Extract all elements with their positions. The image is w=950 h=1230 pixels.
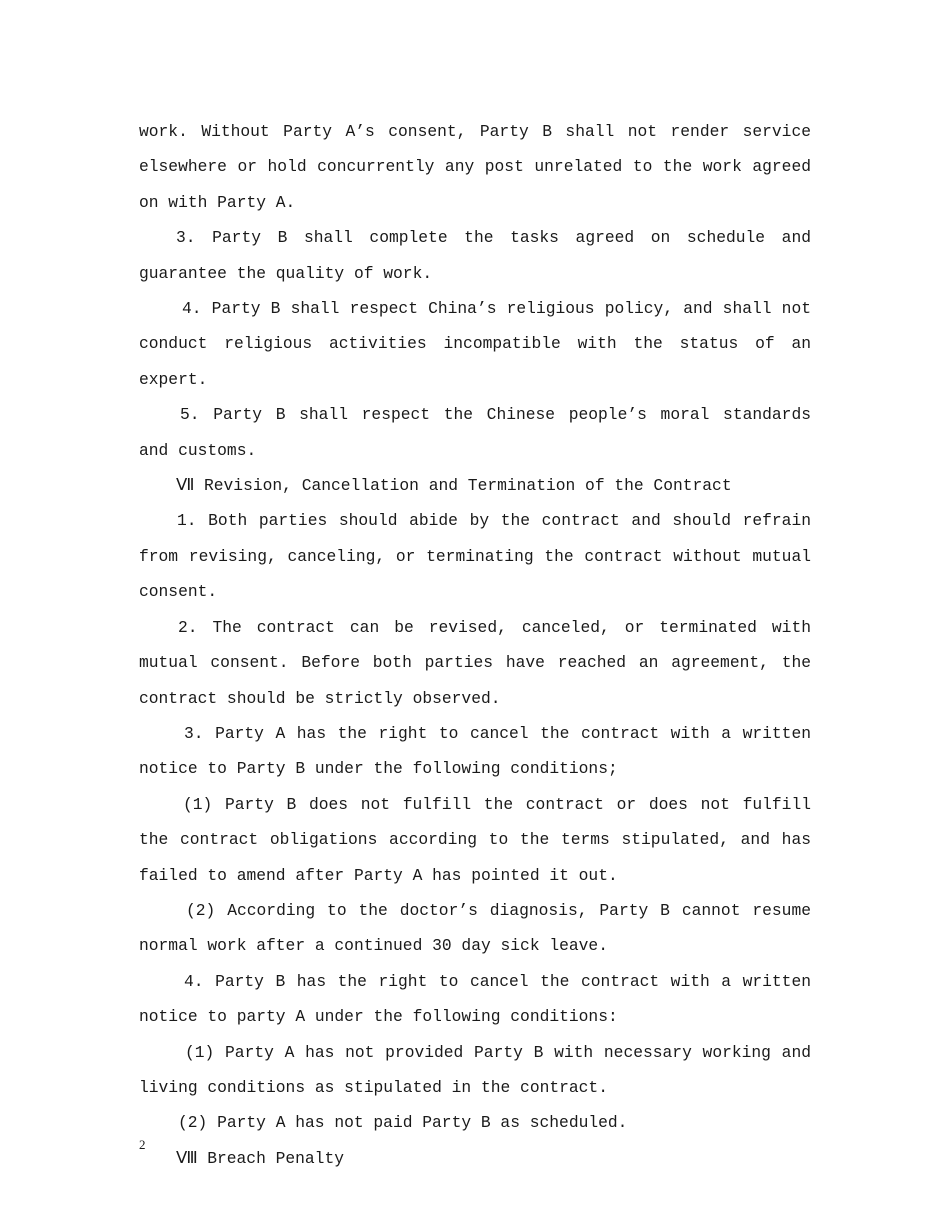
paragraph-vii-clause-3-item-1: (1) Party B does not fulfill the contract or does not fulfill the contract obligations according to the terms stipulated, and has failed to amend after Party A has pointed it out.	[139, 794, 811, 885]
paragraph-vii-clause-3: 3. Party A has the right to cancel the contract with a written notice to Party B under the following conditions;	[139, 723, 811, 779]
paragraph-clause-4-religious-policy: 4. Party B shall respect China’s religious policy, and shall not conduct religious activities incompatible with the status of an expert.	[139, 299, 811, 389]
paragraph-service-restriction: work. Without Party A’s consent, Party B shall not render service elsewhere or hold concurrently any post unrelated to the work agreed on with Party A.	[139, 122, 811, 212]
paragraph-vii-clause-2: 2. The contract can be revised, canceled, or terminated with mutual consent. Before both parties have reached an agreement, the contract should be strictly observed.	[139, 617, 811, 708]
paragraph-vii-clause-4-item-1: (1) Party A has not provided Party B with necessary working and living conditions as stipulated in the contract.	[139, 1042, 811, 1097]
section-heading-viii: Ⅷ Breach Penalty	[176, 1148, 344, 1168]
paragraph-vii-clause-3-item-2: (2) According to the doctor’s diagnosis, Party B cannot resume normal work after a continued 30 day sick leave.	[139, 900, 811, 956]
page-number: 2	[139, 1137, 146, 1152]
paragraph-vii-clause-1: 1. Both parties should abide by the contract and should refrain from revising, canceling, or terminating the contract without mutual consent.	[139, 511, 811, 602]
paragraph-clause-5-customs: 5. Party B shall respect the Chinese people’s moral standards and customs.	[139, 405, 811, 460]
paragraph-vii-clause-4: 4. Party B has the right to cancel the contract with a written notice to party A under the following conditions:	[139, 971, 811, 1027]
paragraph-vii-clause-4-item-2: (2) Party A has not paid Party B as scheduled.	[178, 1113, 628, 1133]
section-heading-vii: Ⅶ Revision, Cancellation and Termination of the Contract	[176, 476, 732, 496]
paragraph-clause-3-tasks: 3. Party B shall complete the tasks agreed on schedule and guarantee the quality of work.	[139, 228, 811, 283]
document-body	[139, 114, 811, 1176]
